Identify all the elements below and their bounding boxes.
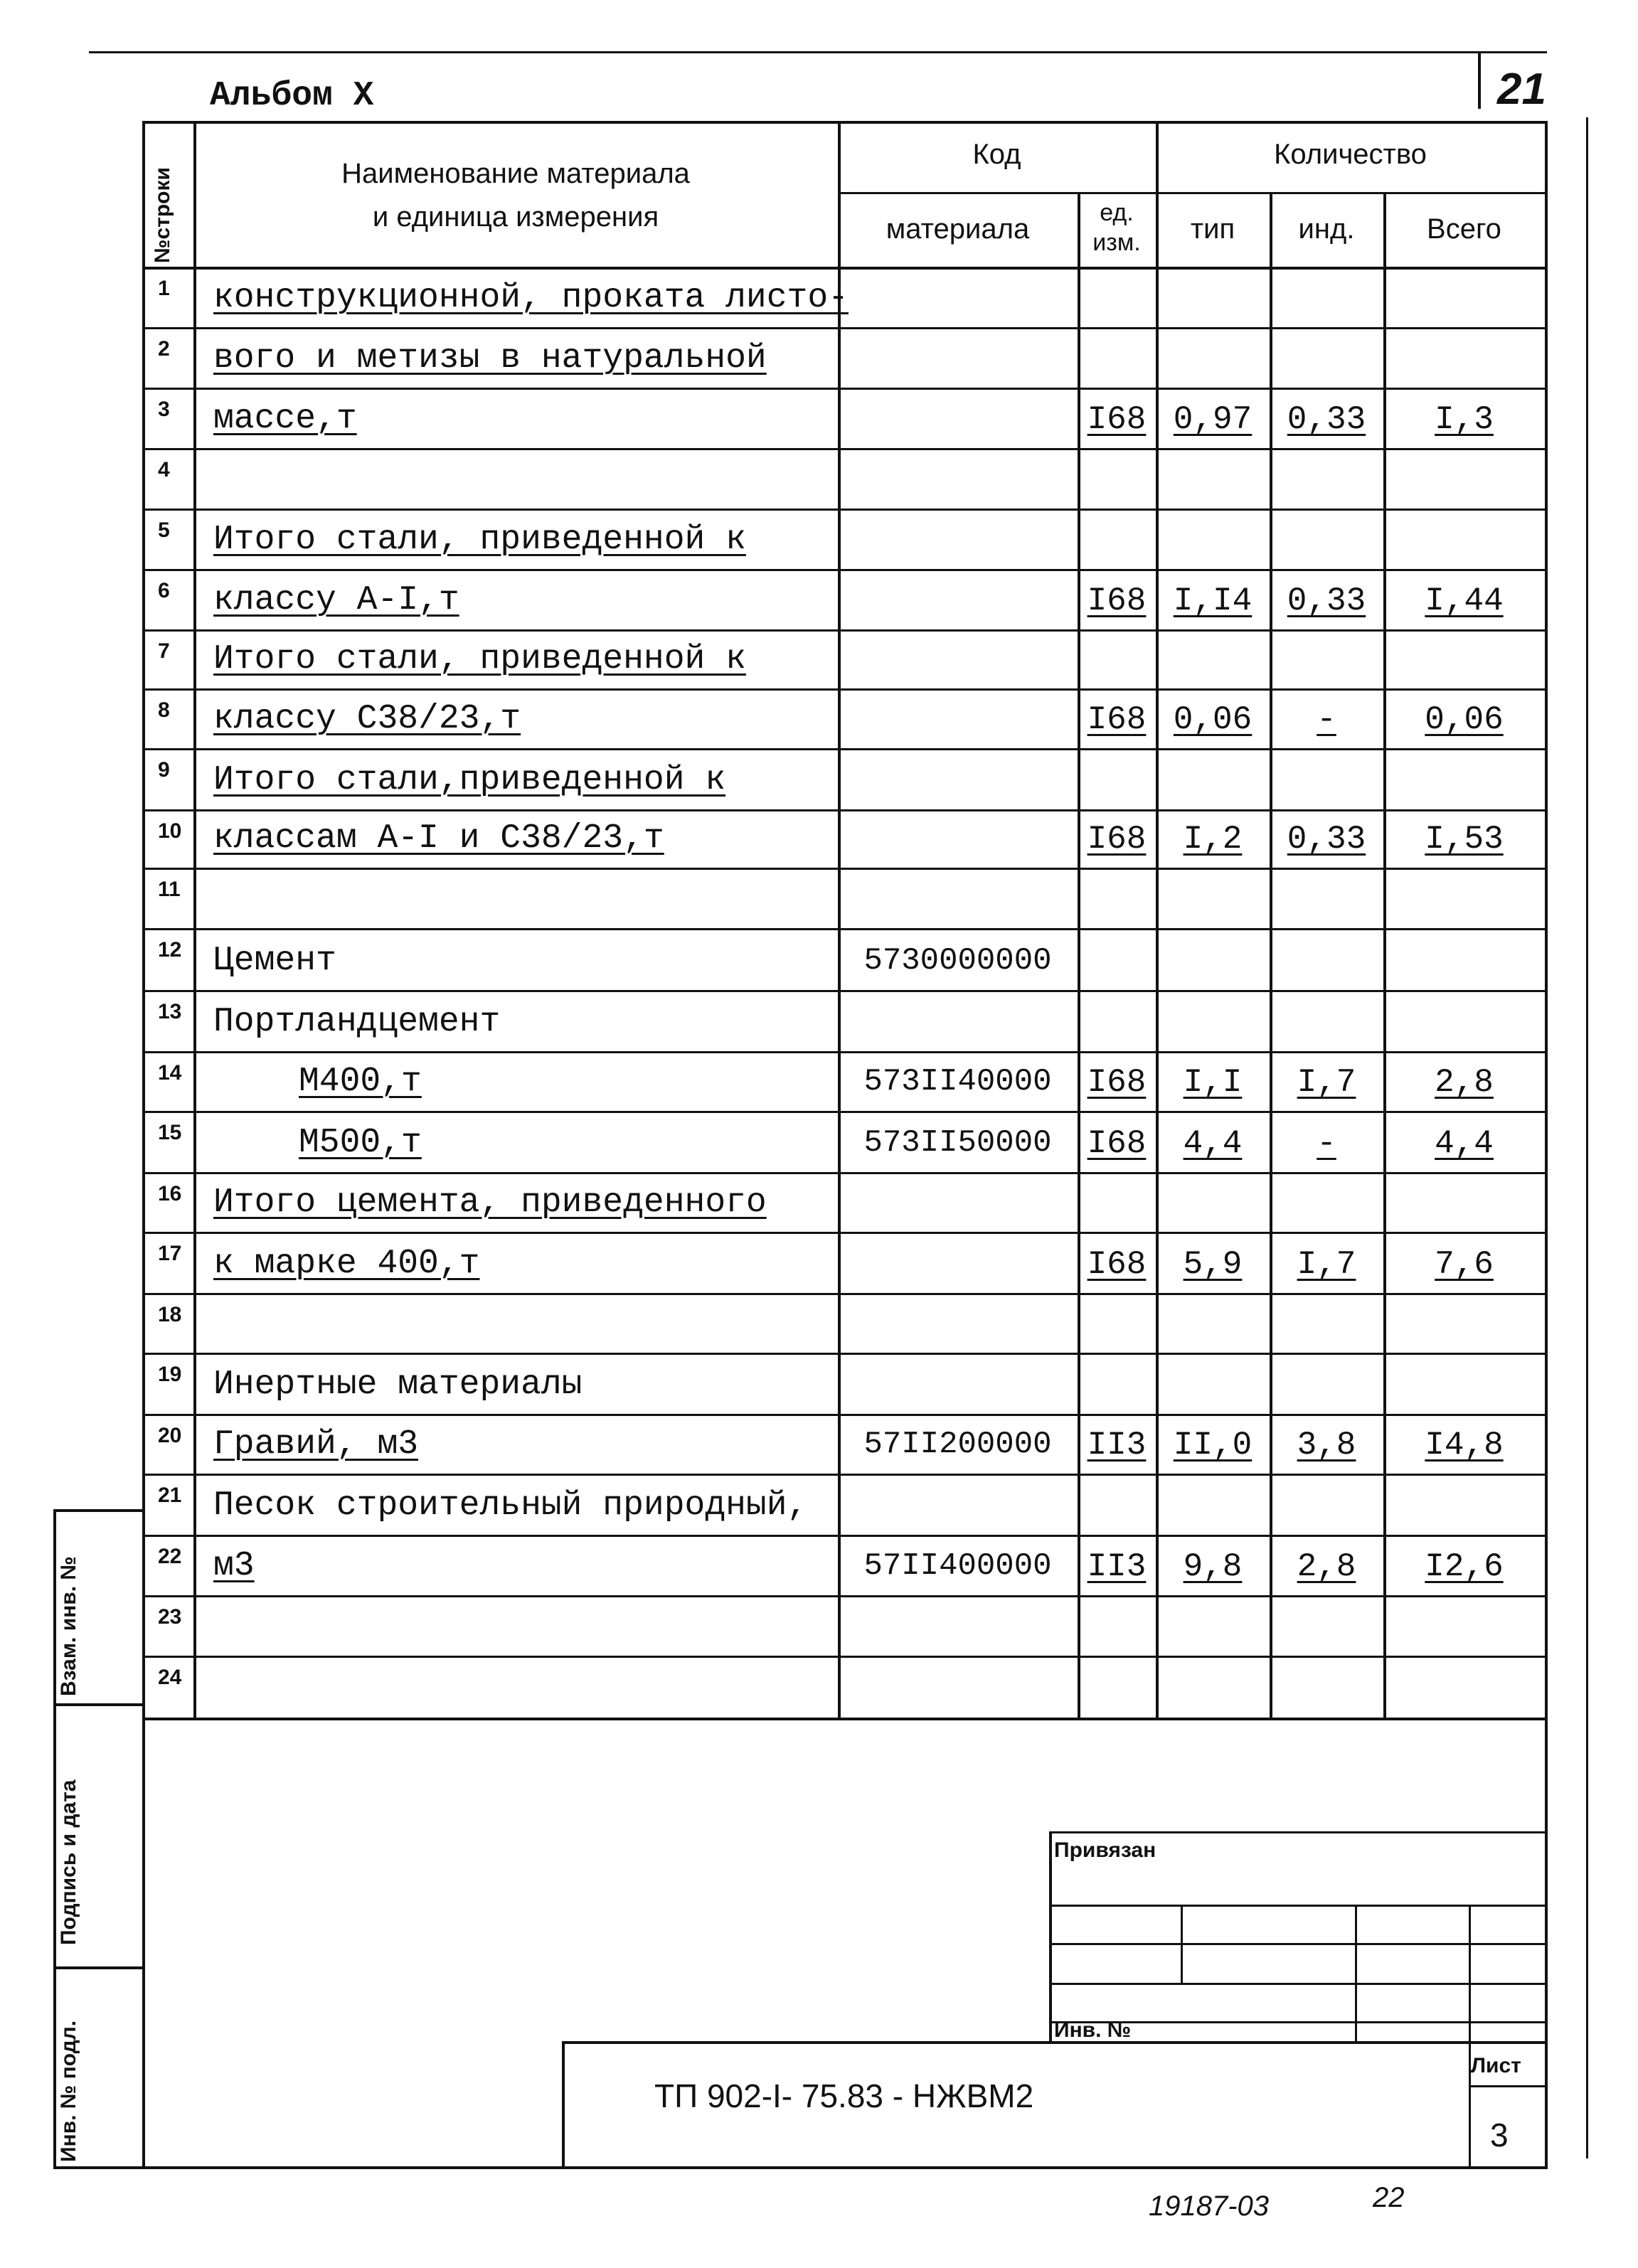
- row-name: к марке 400,т: [213, 1245, 480, 1283]
- row-separator: [142, 1172, 1547, 1174]
- sheet-label-line: [1469, 2085, 1547, 2087]
- unit-cell: II3: [1087, 1427, 1147, 1464]
- header-bottom-line: [142, 267, 1547, 270]
- row-number: 21: [158, 1484, 182, 1507]
- unit-cell: I68: [1087, 401, 1147, 438]
- designation-left-line: [562, 2041, 565, 2166]
- ind-cell: 0,33: [1287, 401, 1366, 438]
- type-cell: 0,06: [1173, 701, 1253, 738]
- right-margin-line: [1586, 117, 1588, 2158]
- row-number: 11: [158, 878, 181, 901]
- ind-cell: 3,8: [1297, 1427, 1356, 1464]
- row-number: 17: [158, 1242, 182, 1265]
- row-name: конструкционной, проката листо-: [213, 279, 849, 317]
- stamp-privyazan-label: Привязан: [1054, 1838, 1156, 1862]
- header-unit-line1: ед.: [1100, 199, 1134, 226]
- row-separator: [142, 1232, 1547, 1234]
- ind-cell: 0,33: [1287, 582, 1366, 619]
- code-cell: 5730000000: [863, 943, 1052, 979]
- row-name: Цемент: [213, 942, 336, 980]
- total-cell: I4,8: [1425, 1427, 1504, 1464]
- total-cell: I2,6: [1425, 1548, 1504, 1585]
- row-name: Песок строительный природный,: [213, 1486, 808, 1525]
- stamp-inv-no-label: Инв. №: [1054, 2018, 1132, 2042]
- row-name: классу А-I,т: [213, 581, 459, 619]
- sheet-number: 3: [1490, 2117, 1509, 2153]
- row-separator: [142, 1111, 1547, 1113]
- row-number: 14: [158, 1061, 182, 1085]
- header-qty-type: тип: [1190, 213, 1235, 245]
- type-cell: II,0: [1173, 1427, 1253, 1464]
- unit-cell: I68: [1087, 1125, 1147, 1162]
- row-name: вого и метизы в натуральной: [213, 339, 767, 378]
- header-name-line1: Наименование материала: [341, 158, 690, 189]
- row-separator: [142, 1474, 1547, 1476]
- total-cell: I,44: [1425, 582, 1504, 619]
- header-code-material: материала: [886, 213, 1030, 245]
- total-cell: 0,06: [1425, 701, 1504, 738]
- ind-cell: I,7: [1297, 1246, 1356, 1283]
- row-name: классу С38/23,т: [213, 700, 521, 738]
- unit-cell: I68: [1087, 1064, 1147, 1101]
- row-name: Гравий, м3: [213, 1425, 419, 1464]
- table-top-border: [142, 121, 1547, 124]
- side-label-podpis-data: Подпись и дата: [57, 1779, 80, 1945]
- row-number: 18: [158, 1303, 182, 1326]
- side-label-vzam-inv: Взам. инв. №: [57, 1556, 80, 1696]
- row-separator: [142, 1595, 1547, 1597]
- archive-number: 19187-03: [1149, 2190, 1270, 2222]
- stamp-hline-3: [1049, 1943, 1547, 1945]
- unit-cell: I68: [1087, 701, 1147, 738]
- album-title: Альбом X: [210, 77, 374, 115]
- row-number: 5: [158, 518, 170, 542]
- row-name: классам А-I и С38/23,т: [213, 819, 664, 858]
- row-separator: [142, 1353, 1547, 1355]
- row-separator: [142, 990, 1547, 992]
- side-divider-1: [53, 1703, 142, 1706]
- row-separator: [142, 629, 1547, 632]
- total-cell: 2,8: [1435, 1064, 1494, 1101]
- header-qty-ind: инд.: [1298, 213, 1355, 245]
- type-cell: 0,97: [1173, 401, 1253, 438]
- side-label-inv-podl: Инв. № подл.: [57, 2020, 80, 2162]
- side-frame-bottom: [53, 2166, 1547, 2169]
- row-number: 10: [158, 819, 182, 843]
- row-separator: [142, 1535, 1547, 1537]
- total-cell: 7,6: [1435, 1246, 1494, 1283]
- row-number: 20: [158, 1424, 182, 1447]
- row-name: Итого стали,приведенной к: [213, 761, 726, 799]
- type-cell: 5,9: [1183, 1246, 1243, 1283]
- stamp-vline-c: [1355, 1905, 1357, 2041]
- row-separator: [142, 809, 1547, 811]
- row-number: 15: [158, 1121, 182, 1144]
- unit-cell: I68: [1087, 1246, 1147, 1283]
- ind-cell: -: [1317, 1125, 1336, 1162]
- row-name: Портландцемент: [213, 1003, 501, 1041]
- side-frame-top: [53, 1509, 142, 1512]
- row-separator: [142, 1051, 1547, 1053]
- row-number: 8: [158, 698, 170, 722]
- row-number: 4: [158, 458, 170, 481]
- row-separator: [142, 928, 1547, 930]
- row-number: 1: [158, 277, 170, 300]
- row-number: 9: [158, 758, 170, 782]
- row-separator: [142, 569, 1547, 571]
- row-number: 3: [158, 398, 170, 421]
- stamp-hline-2: [1049, 1905, 1547, 1907]
- code-cell: 573II50000: [863, 1125, 1052, 1161]
- row-separator: [142, 1656, 1547, 1658]
- row-separator: [142, 1718, 1547, 1720]
- stamp-hline-4: [1049, 1983, 1547, 1985]
- row-number: 23: [158, 1605, 182, 1629]
- total-cell: 4,4: [1435, 1125, 1494, 1162]
- header-mid-line: [838, 192, 1547, 194]
- row-number: 12: [158, 938, 182, 962]
- drawing-designation: ТП 902-I- 75.83 - НЖВМ2: [654, 2077, 1034, 2114]
- row-separator: [142, 688, 1547, 691]
- row-name: м3: [213, 1547, 255, 1585]
- row-number: 22: [158, 1545, 182, 1568]
- type-cell: 9,8: [1183, 1548, 1243, 1585]
- row-separator: [142, 1414, 1547, 1416]
- name-col-divider: [838, 121, 841, 1718]
- sheet-label: Лист: [1471, 2054, 1521, 2077]
- row-number: 6: [158, 579, 170, 602]
- page-number: 21: [1497, 65, 1546, 114]
- row-name: М400,т: [299, 1063, 422, 1101]
- row-number: 13: [158, 1000, 182, 1023]
- rownum-col-divider: [193, 121, 196, 1718]
- table-right-border: [1545, 121, 1548, 2169]
- stamp-vline-d: [1469, 1905, 1471, 2166]
- top-rule: [89, 51, 1547, 53]
- row-separator: [142, 448, 1547, 450]
- type-cell: I,I4: [1173, 582, 1253, 619]
- header-row-number: №строки: [151, 167, 174, 263]
- stamp-hline-1: [1049, 1831, 1547, 1833]
- row-name: Итого стали, приведенной к: [213, 521, 746, 559]
- header-name-line2: и единица измерения: [372, 201, 659, 233]
- row-separator: [142, 748, 1547, 750]
- row-separator: [142, 1293, 1547, 1295]
- ind-cell: I,7: [1297, 1064, 1356, 1101]
- row-number: 19: [158, 1363, 182, 1386]
- archive-page-number: 22: [1373, 2182, 1405, 2213]
- type-cell: I,I: [1183, 1064, 1243, 1101]
- ind-cell: -: [1317, 701, 1336, 738]
- row-name: Итого стали, приведенной к: [213, 640, 746, 678]
- row-name: Инертные материалы: [213, 1365, 583, 1404]
- row-name: Итого цемента, приведенного: [213, 1183, 767, 1222]
- row-number: 2: [158, 337, 170, 361]
- type-cell: I,2: [1183, 821, 1243, 858]
- row-separator: [142, 388, 1547, 390]
- code-cell: 57II200000: [863, 1427, 1052, 1462]
- side-divider-2: [53, 1966, 142, 1969]
- ind-cell: 0,33: [1287, 821, 1366, 858]
- table-left-border: [142, 121, 145, 2169]
- total-cell: I,3: [1435, 401, 1494, 438]
- type-cell: 4,4: [1183, 1125, 1243, 1162]
- row-name: массе,т: [213, 400, 357, 438]
- side-frame-left: [53, 1509, 56, 2169]
- total-cell: I,53: [1425, 821, 1504, 858]
- stamp-vline-a: [1049, 1831, 1052, 2041]
- unit-col-divider: [1156, 121, 1159, 1718]
- header-code-group: Код: [972, 139, 1021, 170]
- unit-cell: I68: [1087, 821, 1147, 858]
- header-qty-group: Количество: [1274, 139, 1427, 170]
- header-unit-line2: изм.: [1092, 229, 1141, 256]
- ind-cell: 2,8: [1297, 1548, 1356, 1585]
- row-name: М500,т: [299, 1124, 422, 1162]
- code-cell: 57II400000: [863, 1548, 1052, 1584]
- row-number: 16: [158, 1182, 182, 1205]
- row-separator: [142, 327, 1547, 329]
- row-number: 24: [158, 1666, 182, 1689]
- unit-cell: I68: [1087, 582, 1147, 619]
- stamp-vline-b: [1181, 1905, 1183, 1983]
- row-separator: [142, 868, 1547, 870]
- page-number-divider: [1478, 53, 1481, 109]
- code-cell: 573II40000: [863, 1064, 1052, 1100]
- row-separator: [142, 509, 1547, 511]
- row-number: 7: [158, 639, 170, 663]
- unit-cell: II3: [1087, 1548, 1147, 1585]
- header-qty-total: Всего: [1427, 213, 1501, 245]
